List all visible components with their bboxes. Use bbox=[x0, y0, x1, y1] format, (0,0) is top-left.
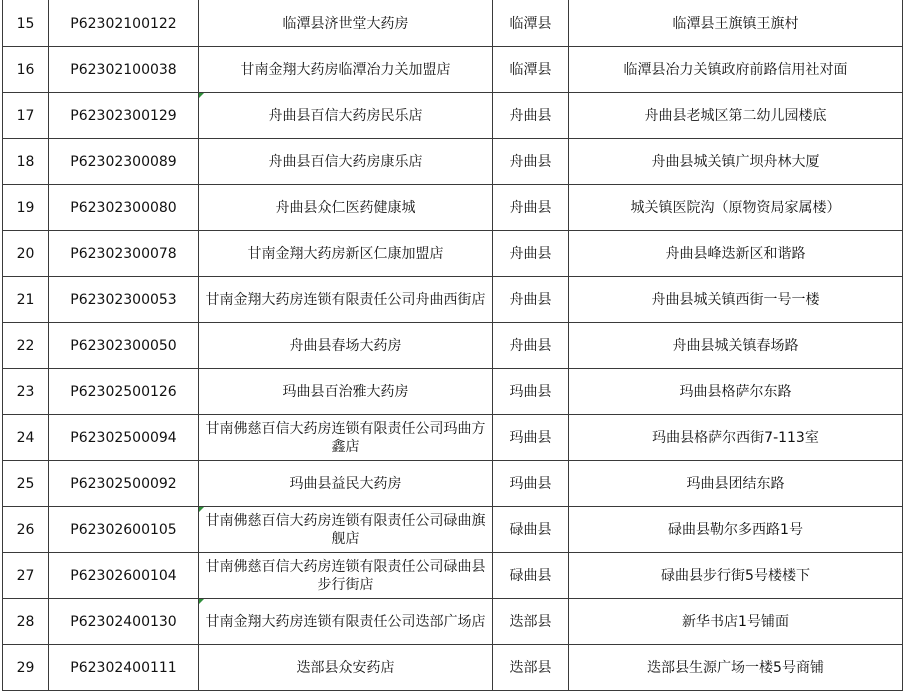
row-number: 25 bbox=[3, 461, 49, 507]
pharmacy-name: 临潭县济世堂大药房 bbox=[199, 1, 493, 47]
county: 玛曲县 bbox=[493, 369, 569, 415]
row-number: 23 bbox=[3, 369, 49, 415]
pharmacy-code: P62302600105 bbox=[49, 507, 199, 553]
address: 玛曲县格萨尔西街7-113室 bbox=[569, 415, 903, 461]
pharmacy-name: 舟曲县春场大药房 bbox=[199, 323, 493, 369]
county: 舟曲县 bbox=[493, 93, 569, 139]
row-number: 24 bbox=[3, 415, 49, 461]
address: 临潭县王旗镇王旗村 bbox=[569, 1, 903, 47]
pharmacy-code: P62302400111 bbox=[49, 645, 199, 691]
address: 玛曲县格萨尔东路 bbox=[569, 369, 903, 415]
county: 碌曲县 bbox=[493, 553, 569, 599]
county: 临潭县 bbox=[493, 47, 569, 93]
table-row bbox=[3, 369, 903, 415]
pharmacy-code: P62302500092 bbox=[49, 461, 199, 507]
table-row bbox=[3, 47, 903, 93]
table-row bbox=[3, 553, 903, 599]
pharmacy-code: P62302600104 bbox=[49, 553, 199, 599]
county: 舟曲县 bbox=[493, 139, 569, 185]
pharmacy-code: P62302300089 bbox=[49, 139, 199, 185]
row-number: 17 bbox=[3, 93, 49, 139]
table-row bbox=[3, 231, 903, 277]
address: 城关镇医院沟（原物资局家属楼） bbox=[569, 185, 903, 231]
row-number: 15 bbox=[3, 1, 49, 47]
row-number: 22 bbox=[3, 323, 49, 369]
pharmacy-code: P62302300053 bbox=[49, 277, 199, 323]
row-number: 28 bbox=[3, 599, 49, 645]
county: 迭部县 bbox=[493, 599, 569, 645]
address: 玛曲县团结东路 bbox=[569, 461, 903, 507]
pharmacy-name: 舟曲县百信大药房民乐店 bbox=[199, 93, 493, 139]
row-number: 21 bbox=[3, 277, 49, 323]
pharmacy-name: 甘南佛慈百信大药房连锁有限责任公司碌曲县步行街店 bbox=[199, 553, 493, 599]
row-number: 29 bbox=[3, 645, 49, 691]
pharmacy-code: P62302500094 bbox=[49, 415, 199, 461]
address: 舟曲县城关镇西街一号一楼 bbox=[569, 277, 903, 323]
address: 碌曲县步行街5号楼楼下 bbox=[569, 553, 903, 599]
pharmacy-code: P62302100038 bbox=[49, 47, 199, 93]
table-row bbox=[3, 277, 903, 323]
row-number: 27 bbox=[3, 553, 49, 599]
address: 舟曲县城关镇广坝舟林大厦 bbox=[569, 139, 903, 185]
pharmacy-name: 玛曲县益民大药房 bbox=[199, 461, 493, 507]
address: 舟曲县老城区第二幼儿园楼底 bbox=[569, 93, 903, 139]
address: 迭部县生源广场一楼5号商铺 bbox=[569, 645, 903, 691]
address: 碌曲县勒尔多西路1号 bbox=[569, 507, 903, 553]
pharmacy-name: 甘南金翔大药房新区仁康加盟店 bbox=[199, 231, 493, 277]
pharmacy-code: P62302300129 bbox=[49, 93, 199, 139]
pharmacy-name: 甘南金翔大药房连锁有限责任公司舟曲西街店 bbox=[199, 277, 493, 323]
address: 新华书店1号铺面 bbox=[569, 599, 903, 645]
county: 临潭县 bbox=[493, 1, 569, 47]
pharmacy-name: 甘南佛慈百信大药房连锁有限责任公司碌曲旗舰店 bbox=[199, 507, 493, 553]
county: 舟曲县 bbox=[493, 323, 569, 369]
table-row bbox=[3, 185, 903, 231]
pharmacy-code: P62302300080 bbox=[49, 185, 199, 231]
county: 舟曲县 bbox=[493, 231, 569, 277]
pharmacy-name: 迭部县众安药店 bbox=[199, 645, 493, 691]
address: 舟曲县城关镇春场路 bbox=[569, 323, 903, 369]
address: 临潭县冶力关镇政府前路信用社对面 bbox=[569, 47, 903, 93]
address: 舟曲县峰迭新区和谐路 bbox=[569, 231, 903, 277]
county: 迭部县 bbox=[493, 645, 569, 691]
table-row bbox=[3, 415, 903, 461]
pharmacy-table bbox=[2, 0, 903, 691]
pharmacy-code: P62302100122 bbox=[49, 1, 199, 47]
county: 碌曲县 bbox=[493, 507, 569, 553]
county: 玛曲县 bbox=[493, 415, 569, 461]
county: 玛曲县 bbox=[493, 461, 569, 507]
pharmacy-code: P62302300050 bbox=[49, 323, 199, 369]
table-row bbox=[3, 93, 903, 139]
table-row bbox=[3, 461, 903, 507]
table-row bbox=[3, 507, 903, 553]
table-row bbox=[3, 645, 903, 691]
row-number: 18 bbox=[3, 139, 49, 185]
table-row bbox=[3, 1, 903, 47]
county: 舟曲县 bbox=[493, 277, 569, 323]
pharmacy-code: P62302300078 bbox=[49, 231, 199, 277]
pharmacy-name: 甘南金翔大药房连锁有限责任公司迭部广场店 bbox=[199, 599, 493, 645]
table-row bbox=[3, 599, 903, 645]
table-row bbox=[3, 323, 903, 369]
row-number: 19 bbox=[3, 185, 49, 231]
pharmacy-name: 舟曲县百信大药房康乐店 bbox=[199, 139, 493, 185]
row-number: 16 bbox=[3, 47, 49, 93]
table-row bbox=[3, 139, 903, 185]
pharmacy-code: P62302400130 bbox=[49, 599, 199, 645]
pharmacy-code: P62302500126 bbox=[49, 369, 199, 415]
row-number: 20 bbox=[3, 231, 49, 277]
pharmacy-name: 甘南金翔大药房临潭冶力关加盟店 bbox=[199, 47, 493, 93]
pharmacy-name: 甘南佛慈百信大药房连锁有限责任公司玛曲方鑫店 bbox=[199, 415, 493, 461]
pharmacy-name: 舟曲县众仁医药健康城 bbox=[199, 185, 493, 231]
row-number: 26 bbox=[3, 507, 49, 553]
county: 舟曲县 bbox=[493, 185, 569, 231]
pharmacy-name: 玛曲县百治雅大药房 bbox=[199, 369, 493, 415]
